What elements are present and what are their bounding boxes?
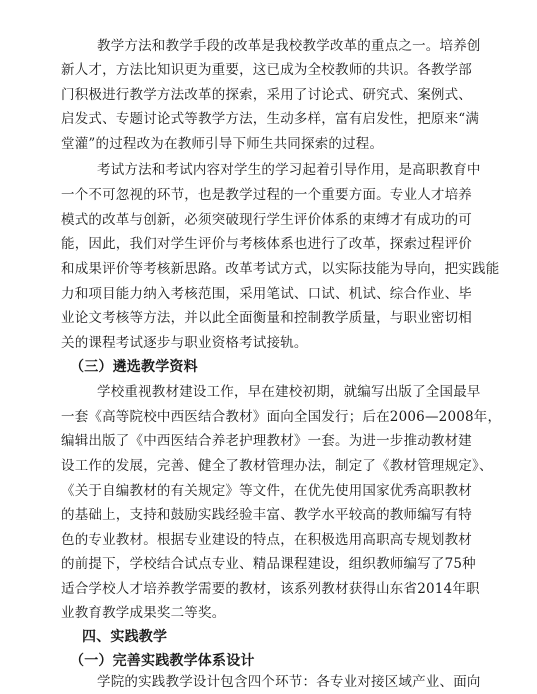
paragraph-line: 编辑出版了《中西医结合养老护理教材》一套。为进一步推动教材建 [61, 433, 472, 449]
paragraph-line: 《关于自编教材的有关规定》等文件，在优先使用国家优秀高职教材 [61, 483, 472, 499]
paragraph-line: 适合学校人才培养教学需要的教材，该系列教材获得山东省2014年职 [61, 581, 480, 597]
paragraph-line: 新人才，方法比知识更为重要，这已成为全校教师的共识。各教学部 [61, 62, 472, 78]
paragraph-line: 考试方法和考试内容对学生的学习起着引导作用，是高职教育中 [97, 162, 481, 178]
paragraph-line: 和成果评价等考核新思路。改革考试方式，以实际技能为导向，把实践能 [61, 261, 500, 277]
paragraph-line: 业教育教学成果奖二等奖。 [61, 605, 226, 621]
section-heading: （一）完善实践教学体系设计 [70, 653, 255, 669]
chapter-heading: 四、实践教学 [82, 629, 168, 645]
section-heading: （三）遴选教学资料 [70, 359, 198, 375]
paragraph-line: 堂灌”的过程改为在教师引导下师生共同探索的过程。 [61, 136, 384, 152]
paragraph-line: 能，因此，我们对学生评价与考核体系也进行了改革，探索过程评价 [61, 236, 472, 252]
paragraph-line: 学校重视教材建设工作，早在建校初期，就编写出版了全国最早 [97, 384, 481, 400]
paragraph-line: 模式的改革与创新，必须突破现行学生评价体系的束缚才有成功的可 [61, 212, 472, 228]
paragraph-line: 启发式、专题讨论式等教学方法，生动多样，富有启发性，把原来“满 [61, 111, 480, 127]
paragraph-line: 业论文考核等方法，并以此全面衡量和控制教学质量，与职业密切相 [61, 310, 472, 326]
paragraph-line: 一个不可忽视的环节，也是教学过程的一个重要方面。专业人才培养 [61, 187, 472, 203]
paragraph-line: 教学方法和教学手段的改革是我校教学改革的重点之一。培养创 [97, 38, 481, 54]
paragraph-line: 的基础上，支持和鼓励实践经验丰富、教学水平较高的教师编写有特 [61, 507, 472, 523]
paragraph-line: 色的专业教材。根据专业建设的特点，在积极选用高职高专规划教材 [61, 532, 472, 548]
paragraph-line: 的前提下，学校结合试点专业、精品课程建设，组织教师编写了75种 [61, 556, 476, 572]
paragraph-line: 关的课程考试逐步与职业资格考试接轨。 [61, 335, 308, 351]
paragraph-line: 学院的实践教学设计包含四个环节：各专业对接区域产业、面向 [97, 674, 481, 690]
paragraph-line: 力和项目能力纳入考核范围，采用笔试、口试、机试、综合作业、毕 [61, 286, 472, 302]
paragraph-line: 门积极进行教学方法改革的探索，采用了讨论式、研究式、案例式、 [61, 87, 472, 103]
paragraph-line: 一套《高等院校中西医结合教材》面向全国发行；后在2006—2008年， [61, 409, 502, 425]
paragraph-line: 设工作的发展，完善、健全了教材管理办法，制定了《教材管理规定》、 [61, 458, 493, 474]
